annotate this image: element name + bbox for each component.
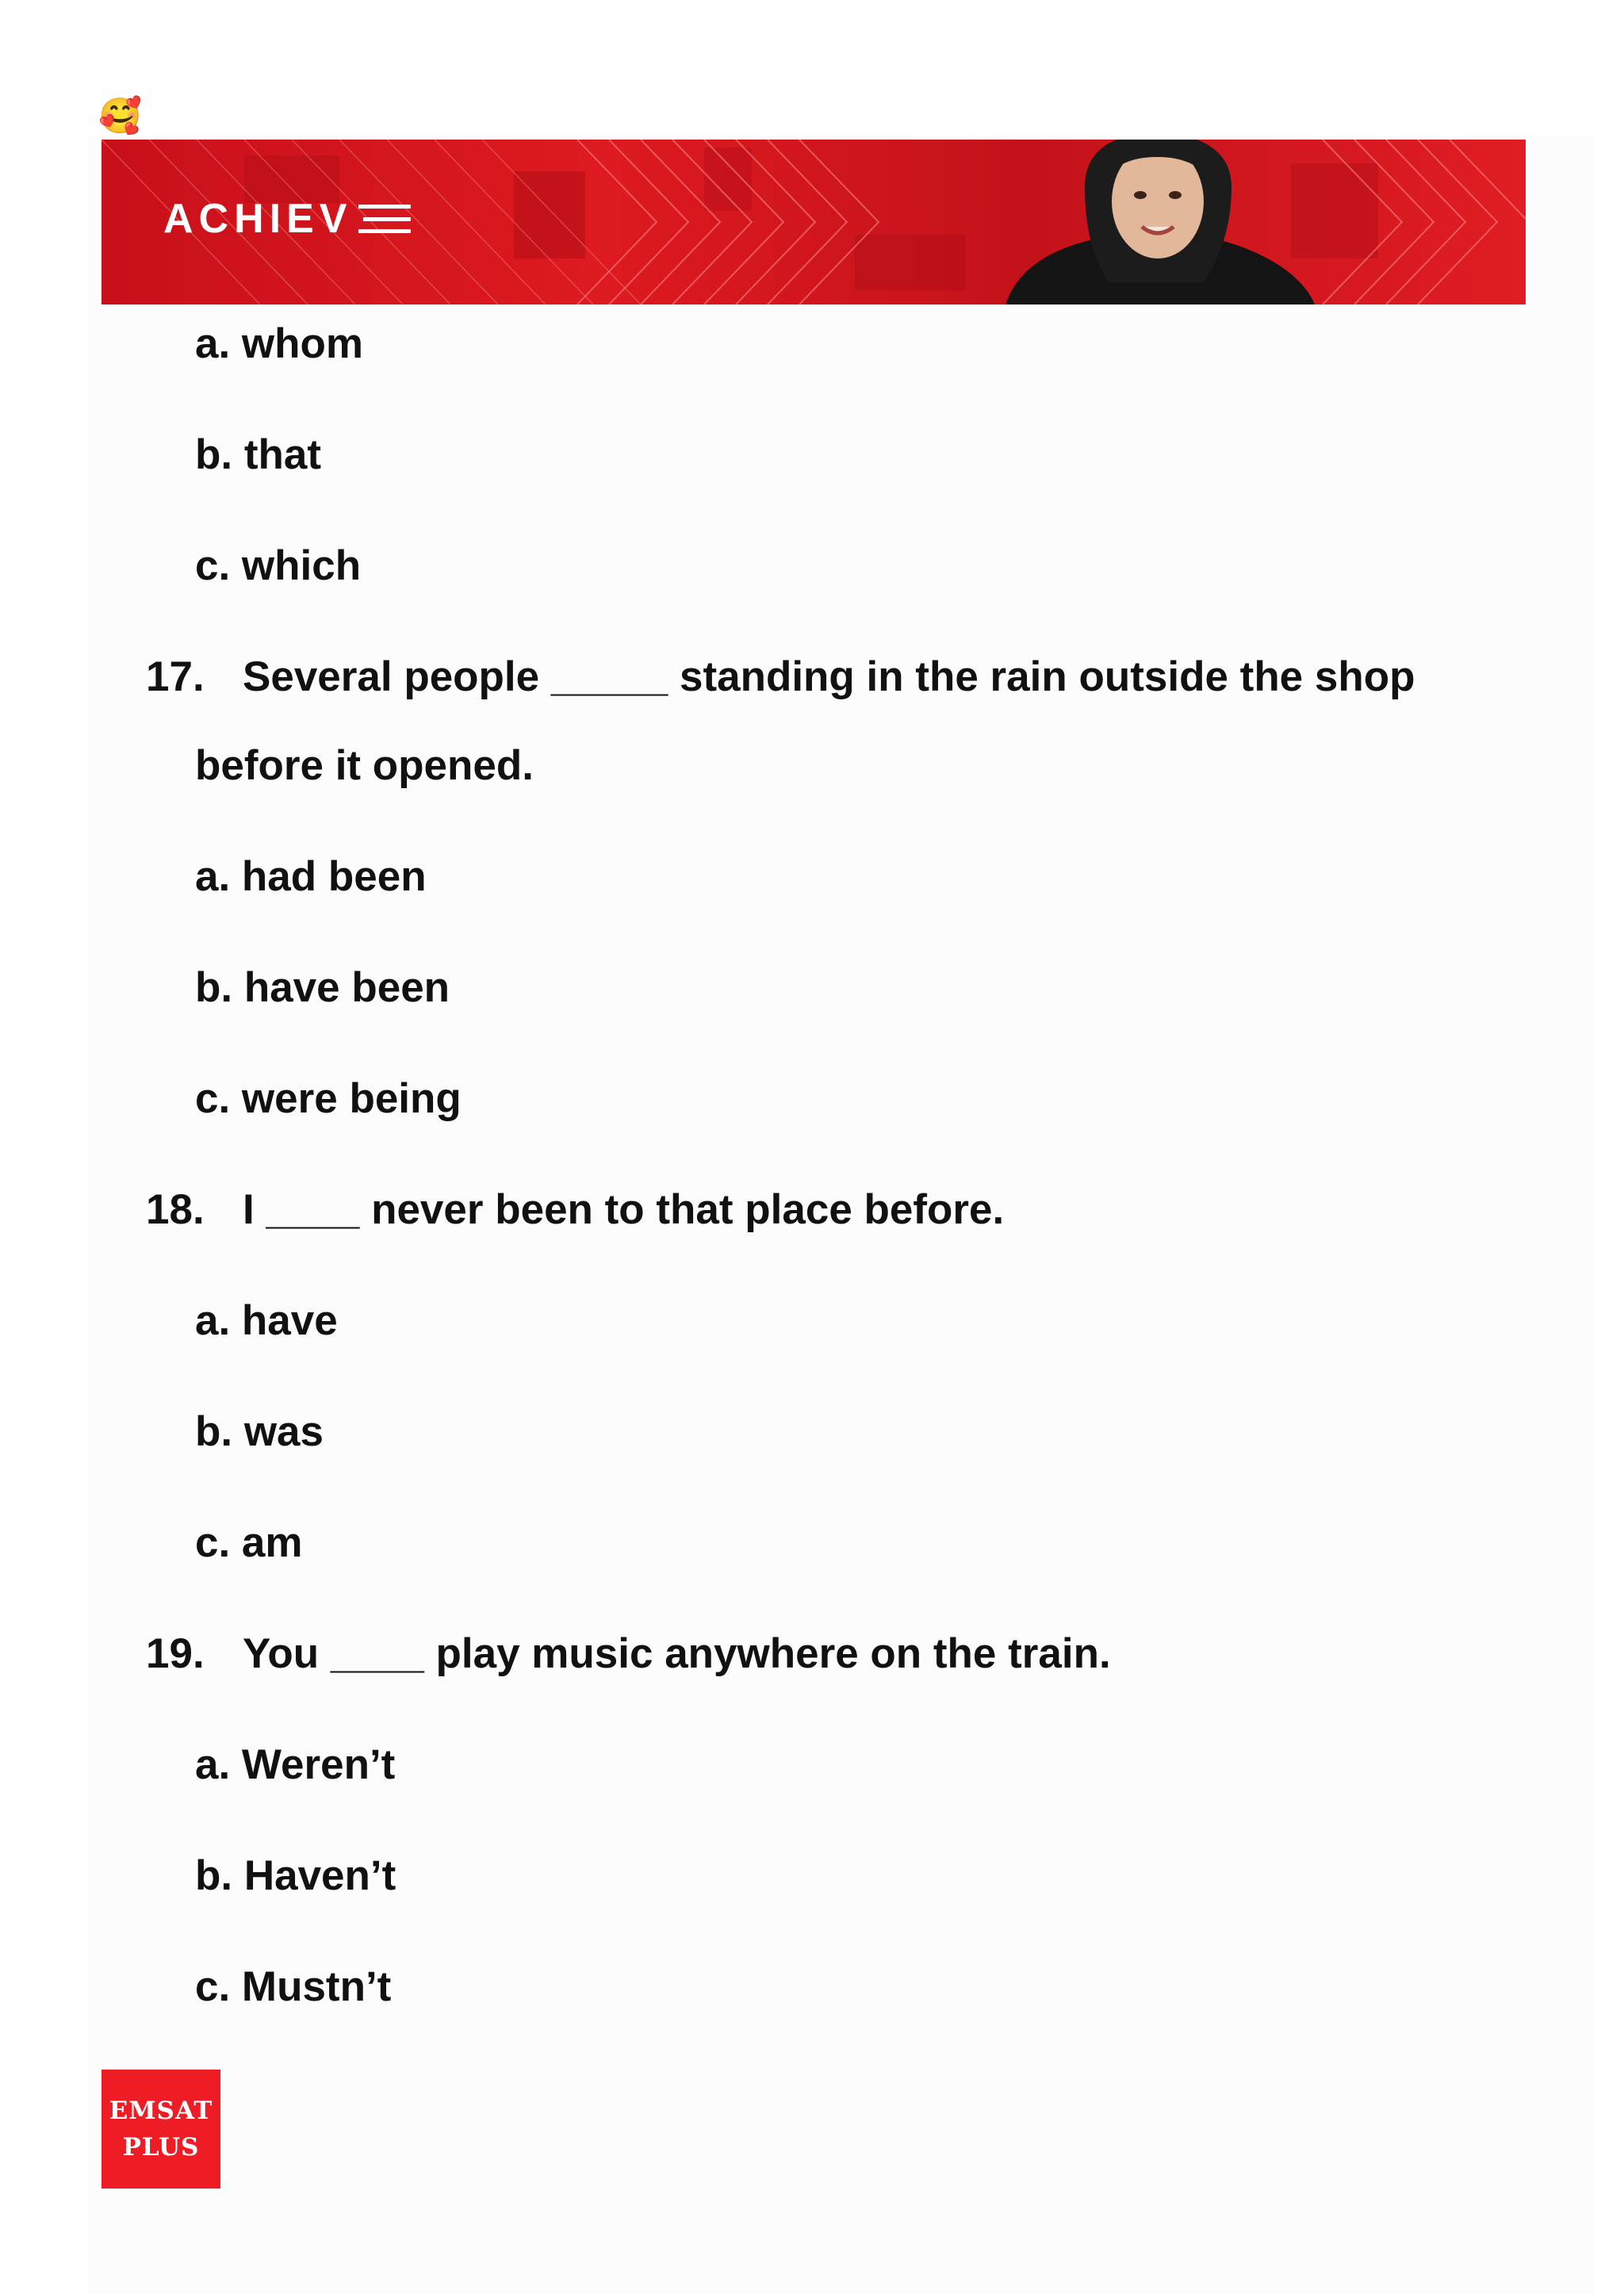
achieve-logo-e-mark	[358, 197, 411, 245]
option-b: b. was	[195, 1408, 324, 1455]
option-c: c. Mustn’t	[195, 1963, 392, 2010]
option-b: b. have been	[195, 964, 450, 1011]
question-number: 17.	[146, 653, 205, 700]
emsat-plus-logo	[102, 2070, 220, 2189]
question-number: 19.	[146, 1630, 205, 1677]
smiling-face-with-hearts-icon: 🥰	[98, 96, 142, 136]
logo-line-1: EMSAT	[109, 2097, 213, 2125]
question-text: Several people _____ standing in the rain outside the shop	[243, 653, 1415, 700]
achieve-logo-text: ACHIEV	[163, 196, 353, 242]
option-c: c. am	[195, 1519, 303, 1566]
option-a: a. had been	[195, 853, 427, 900]
header-banner	[102, 140, 1526, 304]
student-portrait	[966, 140, 1331, 304]
option-c: c. were being	[195, 1075, 462, 1122]
logo-line-2: PLUS	[122, 2133, 200, 2162]
question-number: 18.	[146, 1186, 205, 1233]
option-a: a. whom	[195, 320, 364, 367]
option-b: b. Haven’t	[195, 1852, 396, 1899]
question-text-continued: before it opened.	[195, 742, 534, 789]
option-c: c. which	[195, 542, 362, 589]
option-b: b. that	[195, 431, 321, 478]
option-a: a. have	[195, 1297, 338, 1344]
achieve-logo	[163, 195, 411, 245]
option-a: a. Weren’t	[195, 1741, 396, 1788]
question-text: I ____ never been to that place before.	[243, 1186, 1005, 1233]
question-text: You ____ play music anywhere on the train.	[243, 1630, 1111, 1677]
